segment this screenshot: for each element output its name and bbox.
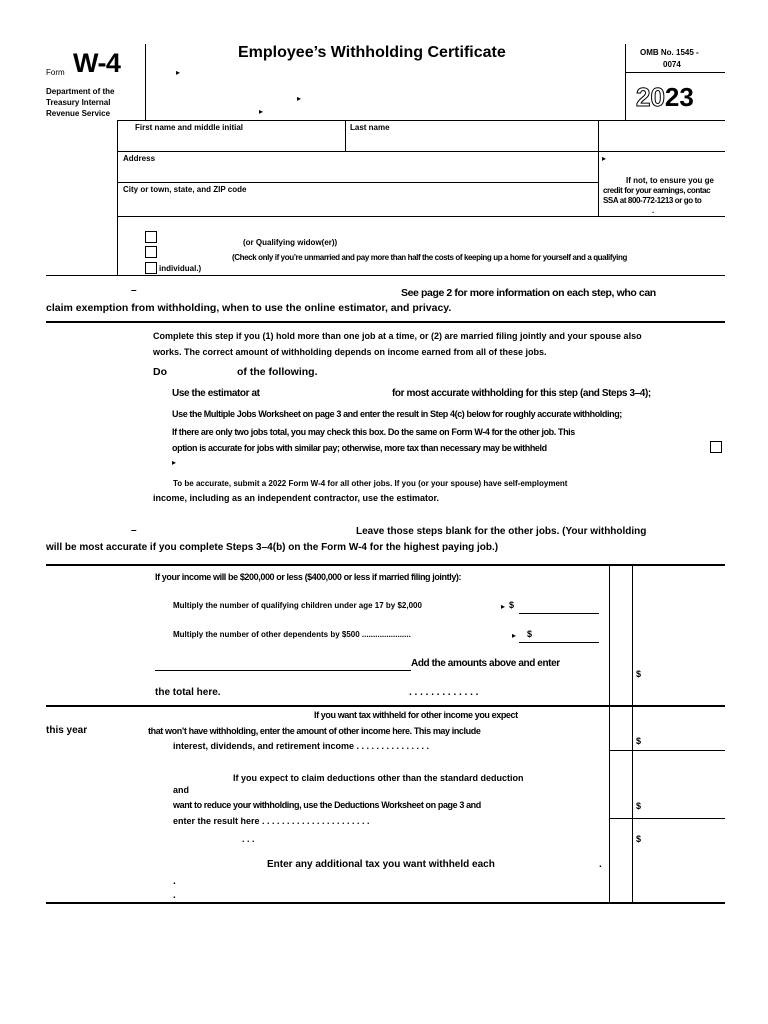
steps34-line-2: will be most accurate if you complete Steps 3–4(b) on the Form W-4 for the highest paying job.): [46, 542, 499, 553]
step2-option-b: Use the Multiple Jobs Worksheet on page 3 and enter the result in Step 4(c) below for roughly accurate withholding;: [172, 409, 622, 419]
step1-top-rule: [117, 120, 725, 121]
name-divider: [345, 120, 346, 151]
step3-children-dollar: $: [509, 600, 515, 610]
page-title: Employee’s Withholding Certificate: [238, 44, 506, 61]
step2-option-c-line-1: If there are only two jobs total, you may check this box. Do the same on Form W-4 for the other job. This: [172, 427, 575, 437]
steps34-line-1: Leave those steps blank for the other jobs. (Your withholding: [356, 526, 647, 537]
step2-option-a-left: Use the estimator at: [172, 388, 260, 399]
step4b-rule: [609, 818, 725, 819]
intro-dash: –: [131, 285, 137, 296]
omb-number-line-1: OMB No. 1545 -: [640, 48, 699, 57]
ssn-note-line-3: SSA at 800-772-1213 or go to: [603, 196, 702, 205]
step3-add-line: Add the amounts above and enter: [411, 658, 560, 669]
head-of-household-text: (Check only if you’re unmarried and pay more than half the costs of keeping up a home for yourself and a qualifying: [232, 253, 627, 262]
step3-income-line: If your income will be $200,000 or less ($400,000 or less if married filing jointly):: [155, 572, 462, 582]
last-name-label: Last name: [350, 123, 390, 132]
step4b-line-4: enter the result here . . . . . . . . . . . . . . . . . . . . . .: [173, 816, 370, 826]
first-name-label: First name and middle initial: [135, 123, 244, 132]
step3-total-line: the total here.: [155, 687, 221, 698]
department-line-3: Revenue Service: [46, 109, 111, 118]
step4b-line-1: If you expect to claim deductions other than the standard deduction: [233, 773, 524, 783]
step4-dots-short: . . .: [242, 834, 255, 844]
arrow-icon: ▸: [172, 458, 177, 467]
step4-this-year: this year: [46, 725, 88, 736]
department-line-1: Department of the: [46, 87, 115, 96]
step4-col-left: [609, 706, 610, 902]
address-label: Address: [123, 154, 156, 163]
filing-status-single-checkbox[interactable]: [145, 231, 157, 243]
ssn-divider: [598, 120, 599, 216]
header-divider-right: [625, 44, 626, 120]
step4b-line-2: and: [173, 785, 190, 795]
arrow-icon: ▸: [512, 631, 517, 640]
filing-status-married-checkbox[interactable]: [145, 246, 157, 258]
two-jobs-checkbox[interactable]: [710, 441, 722, 453]
step3-total-dollar: $: [636, 669, 642, 679]
intro-line-1: See page 2 for more information on each step, who can: [401, 287, 656, 299]
name-row-rule: [117, 151, 725, 152]
tax-year: [636, 82, 694, 113]
form-label: Form: [46, 68, 65, 77]
step3-rule: [155, 670, 411, 671]
city-row-rule: [117, 216, 725, 217]
arrow-icon: ▸: [259, 107, 264, 116]
address-row-rule: [117, 182, 598, 183]
steps34-bottom-rule: [46, 564, 725, 566]
ssn-note-line-2: credit for your earnings, contac: [603, 186, 711, 195]
intro-bottom-rule: [46, 321, 725, 323]
children-amount-field[interactable]: [519, 613, 599, 614]
intro-line-2: claim exemption from withholding, when to use the online estimator, and privacy.: [46, 302, 452, 314]
step3-dependents-line: Multiply the number of other dependents by $500 ......................: [173, 630, 411, 639]
step4a-dollar: $: [636, 736, 642, 746]
step2-do-word: Do: [153, 366, 167, 378]
step2-option-c-line-2: option is accurate for jobs with similar pay; otherwise, more tax than necessary may be withheld: [172, 443, 547, 453]
step2-of-following: of the following.: [237, 366, 318, 378]
step4b-dollar: $: [636, 801, 642, 811]
step2-tip-line-2: income, including as an independent contractor, use the estimator.: [153, 493, 440, 503]
step4a-line-1: If you want tax withheld for other income you expect: [314, 710, 518, 720]
step2-line-2: works. The correct amount of withholding depends on income earned from all of these jobs.: [153, 347, 547, 357]
step2-option-a-right: for most accurate withholding for this step (and Steps 3–4);: [392, 388, 651, 399]
ssn-note-line-1: If not, to ensure you ge: [626, 176, 715, 185]
arrow-icon: ▸: [297, 94, 302, 103]
step4c-line-1: Enter any additional tax you want withheld each: [267, 859, 495, 870]
step4c-period: .: [599, 859, 602, 870]
step4-col-right: [632, 706, 633, 902]
step4-bottom-rule: [46, 902, 725, 904]
step4b-line-3: want to reduce your withholding, use the Deductions Worksheet on page 3 and: [173, 800, 481, 810]
step3-total-dots: . . . . . . . . . . . . .: [409, 687, 479, 698]
step3-dependents-dollar: $: [527, 629, 533, 639]
header-divider-left: [145, 44, 146, 120]
steps34-dash: –: [131, 525, 137, 536]
step1-bottom-rule: [46, 275, 725, 276]
step3-col-left: [609, 565, 610, 706]
form-number: W-4: [73, 48, 121, 78]
omb-divider: [625, 72, 725, 73]
city-state-zip-label: City or town, state, and ZIP code: [123, 185, 247, 194]
tax-year-solid: 23: [664, 82, 694, 112]
step4a-line-3: interest, dividends, and retirement income . . . . . . . . . . . . . . .: [173, 741, 430, 751]
department-line-2: Treasury Internal: [46, 98, 111, 107]
arrow-icon: ▸: [501, 602, 506, 611]
step3-col-right: [632, 565, 633, 706]
arrow-icon: ▸: [176, 68, 181, 77]
step2-tip-line-1: To be accurate, submit a 2022 Form W-4 for all other jobs. If you (or your spouse) have self-employment: [173, 479, 568, 488]
step4c-dollar: $: [636, 834, 642, 844]
step4c-dot-1: .: [173, 876, 176, 887]
omb-number-line-2: 0074: [663, 60, 681, 69]
filing-status-hoh-checkbox[interactable]: [145, 262, 157, 274]
step4a-line-2: that won’t have withholding, enter the amount of other income here. This may include: [148, 726, 481, 736]
ssn-note-line-4: .: [652, 206, 655, 215]
tax-year-outline: 20: [636, 82, 665, 112]
arrow-icon: ▸: [602, 154, 607, 163]
head-of-household-cont: individual.): [159, 264, 202, 273]
step4c-dot-2: .: [173, 890, 176, 901]
step4a-rule: [609, 750, 725, 751]
step3-bottom-rule: [46, 705, 725, 707]
dependents-amount-field[interactable]: [519, 642, 599, 643]
qualifying-widow-text: (or Qualifying widow(er)): [243, 238, 338, 247]
step2-line-1: Complete this step if you (1) hold more than one job at a time, or (2) are married filing jointly and your spouse also: [153, 331, 642, 341]
step1-left-border: [117, 120, 118, 275]
step3-children-line: Multiply the number of qualifying children under age 17 by $2,000: [173, 601, 422, 610]
